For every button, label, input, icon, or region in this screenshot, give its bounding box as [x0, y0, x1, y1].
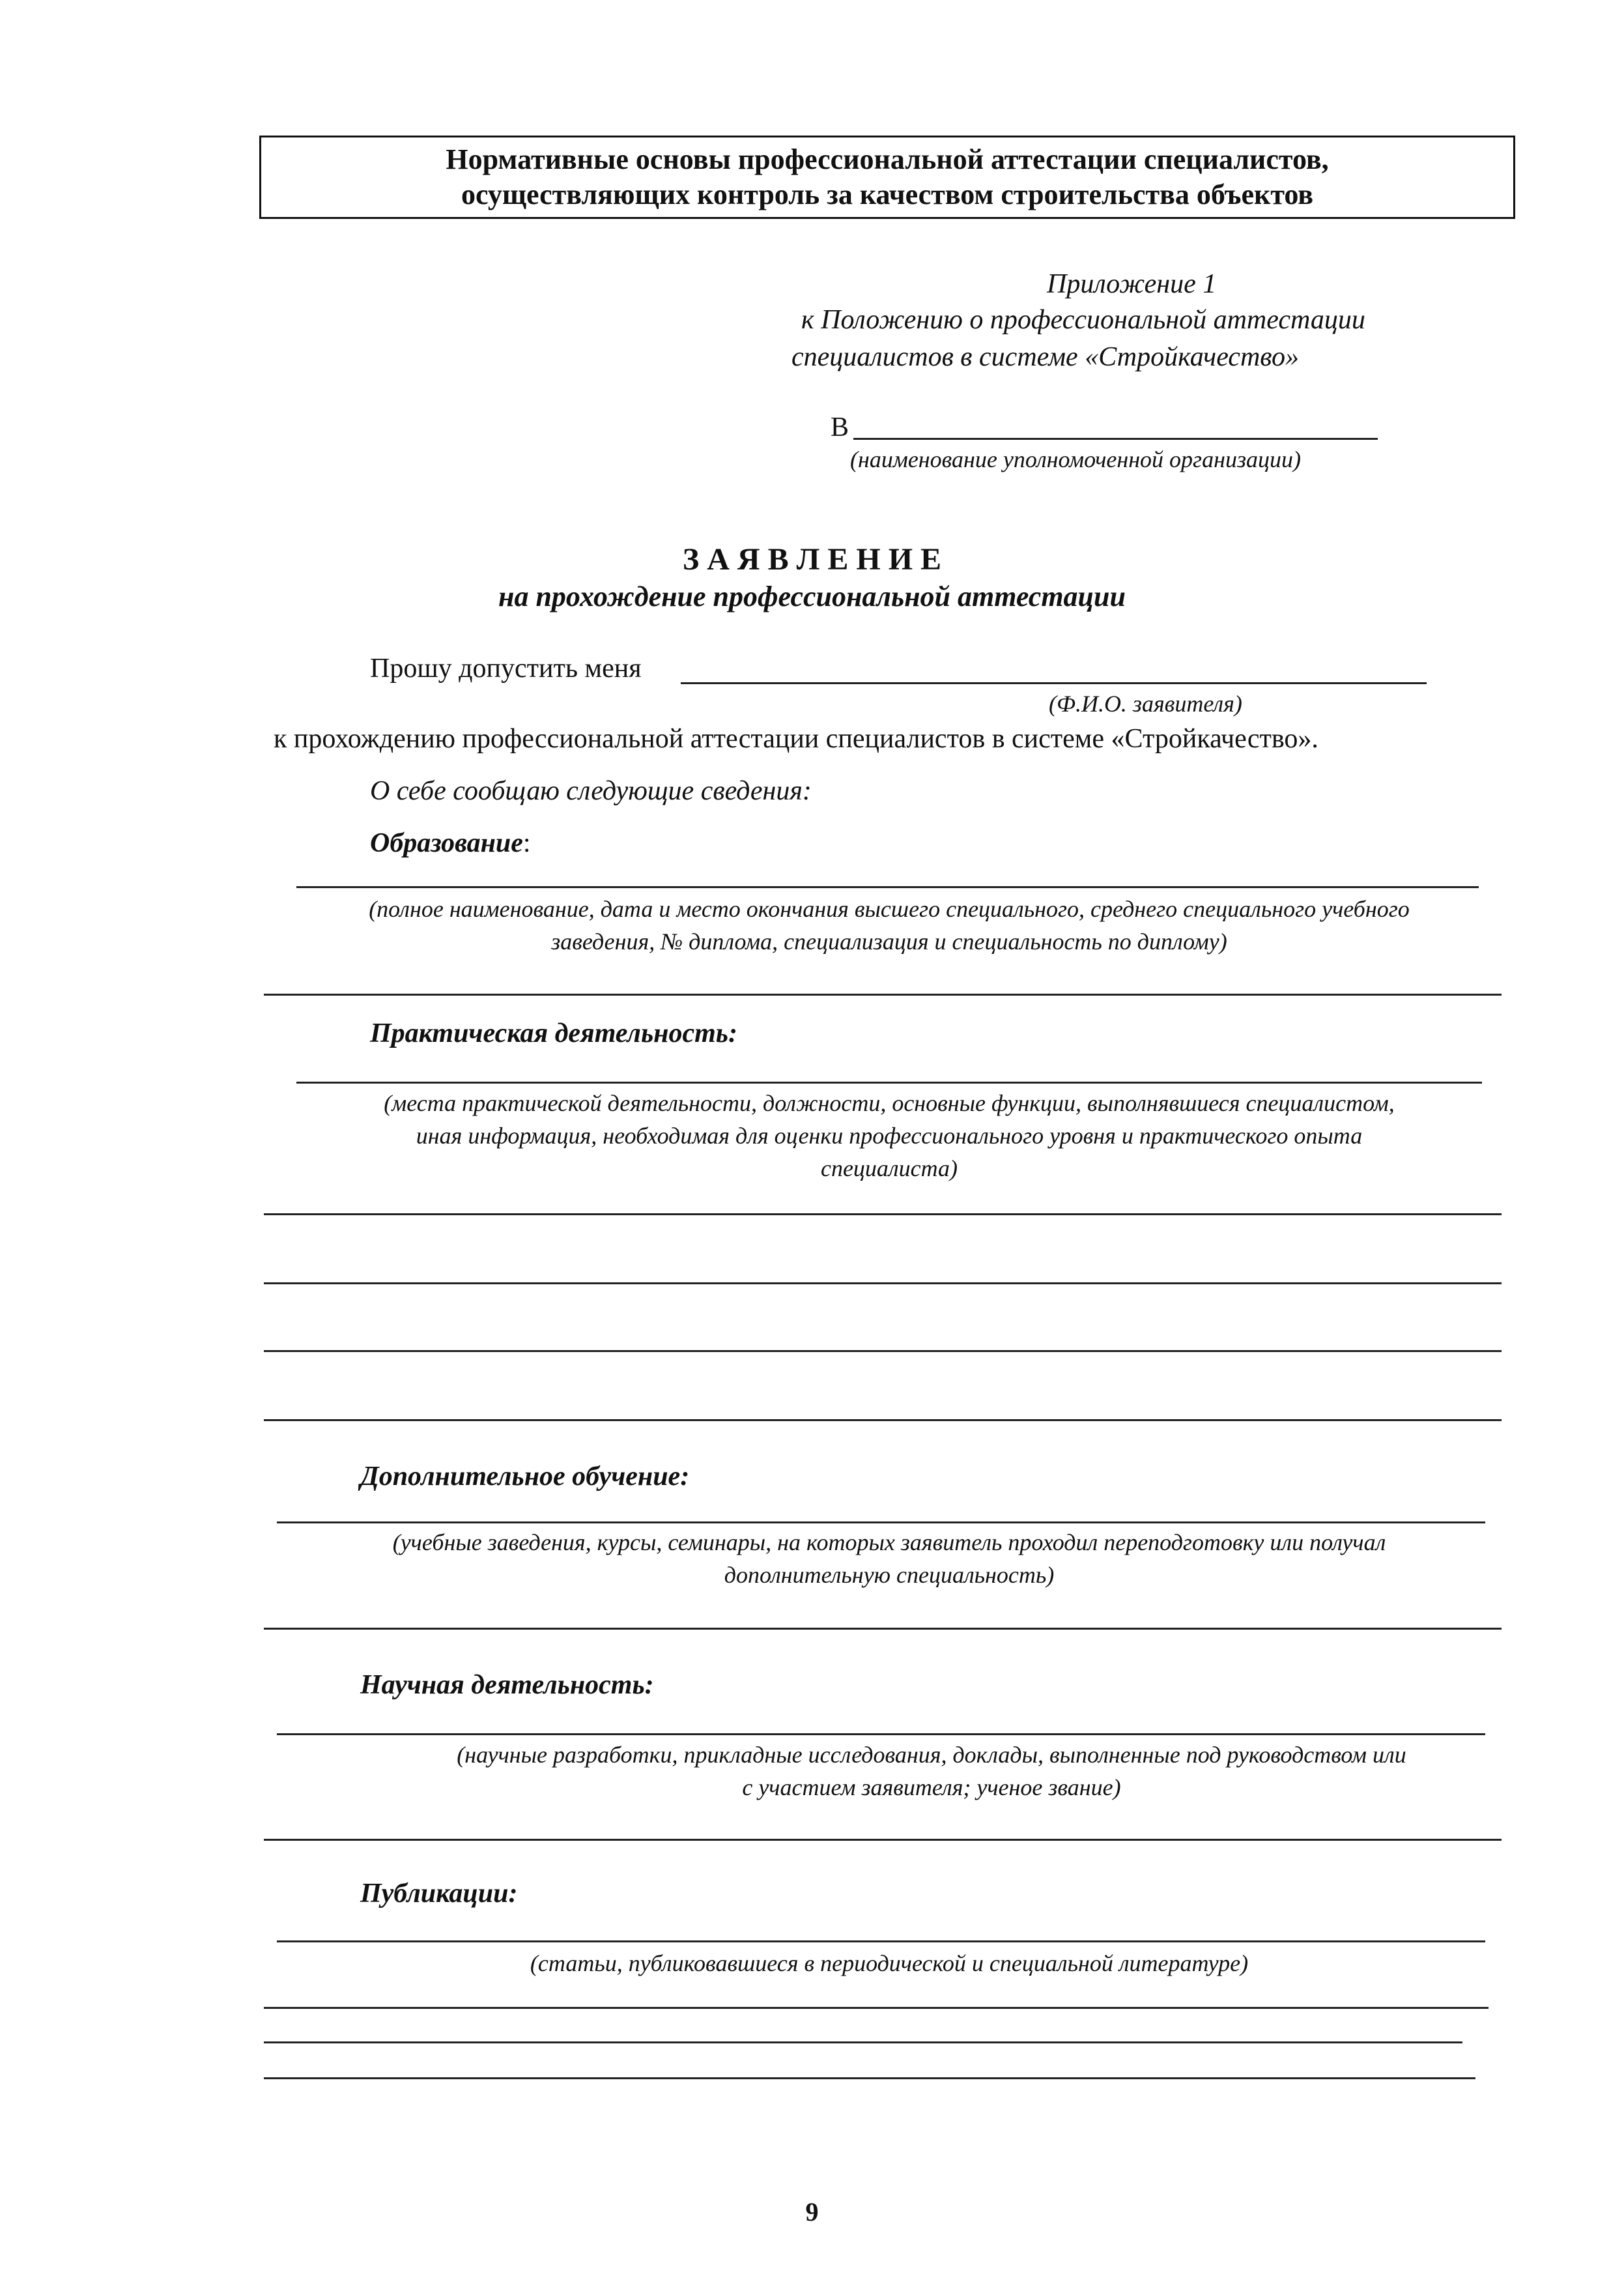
page-number: 9: [805, 2197, 819, 2226]
education-heading: Образование:: [370, 828, 531, 858]
additional-caption-1: (учебные заведения, курсы, семинары, на которых заявитель проходил переподготовку или получал: [392, 1529, 1386, 1555]
practice-line-4[interactable]: [264, 1419, 1502, 1421]
practice-heading: Практическая деятельность:: [370, 1018, 737, 1048]
request-lead: Прошу допустить меня: [370, 654, 642, 684]
practice-field-line[interactable]: [296, 1082, 1482, 1084]
document-header: [259, 136, 1515, 219]
additional-field-line[interactable]: [277, 1521, 1485, 1523]
education-caption-2: заведения, № диплома, специализация и специальность по диплому): [551, 929, 1227, 955]
additional-heading: Дополнительное обучение:: [360, 1462, 690, 1491]
education-extra-line[interactable]: [264, 994, 1502, 996]
additional-caption-2: дополнительную специальность): [724, 1562, 1055, 1588]
appendix-reference: к Положению о профессиональной аттестации: [801, 305, 1365, 335]
science-caption-2: с участием заявителя; ученое звание): [742, 1774, 1121, 1800]
science-heading: Научная деятельность:: [360, 1670, 654, 1700]
publications-caption: (статьи, публиковавшиеся в периодической и специальной литературе): [530, 1950, 1249, 1976]
appendix-number: Приложение 1: [1047, 269, 1217, 299]
practice-line-2[interactable]: [264, 1282, 1502, 1284]
fio-caption: (Ф.И.О. заявителя): [1049, 691, 1242, 717]
fio-field-line[interactable]: [681, 682, 1427, 684]
publications-heading: Публикации:: [360, 1879, 518, 1909]
document-title: З А Я В Л Е Н И Е: [682, 542, 942, 577]
publications-line-3[interactable]: [264, 2077, 1475, 2079]
publications-line-1[interactable]: [264, 2007, 1489, 2009]
document-subtitle: на прохождение профессиональной аттестации: [498, 581, 1126, 612]
practice-line-3[interactable]: [264, 1350, 1502, 1352]
addressee-field-line[interactable]: [853, 438, 1378, 440]
education-caption-1: (полное наименование, дата и место окончания высшего специального, среднего специального учебного: [369, 896, 1410, 922]
science-field-line[interactable]: [277, 1733, 1485, 1735]
science-extra-line[interactable]: [264, 1839, 1502, 1841]
publications-field-line[interactable]: [277, 1940, 1485, 1942]
appendix-system: специалистов в системе «Стройкачество»: [791, 342, 1299, 372]
request-continuation: к прохождению профессиональной аттестации специалистов в системе «Стройкачество».: [274, 724, 1318, 754]
education-field-line[interactable]: [296, 886, 1479, 888]
practice-caption-3: специалиста): [820, 1155, 958, 1181]
additional-extra-line[interactable]: [264, 1628, 1502, 1630]
practice-line-1[interactable]: [264, 1213, 1502, 1215]
request-intro: О себе сообщаю следующие сведения:: [370, 776, 812, 806]
practice-caption-1: (места практической деятельности, должности, основные функции, выполнявшиеся специалистом,: [384, 1090, 1395, 1116]
publications-line-2[interactable]: [264, 2041, 1462, 2043]
science-caption-1: (научные разработки, прикладные исследования, доклады, выполненные под руководством или: [457, 1742, 1406, 1768]
addressee-caption: (наименование уполномоченной организации): [850, 446, 1301, 472]
header-line-1: Нормативные основы профессиональной аттестации специалистов,: [446, 143, 1329, 175]
practice-caption-2: иная информация, необходимая для оценки профессионального уровня и практического опыта: [416, 1123, 1363, 1149]
addressee-prefix: В: [831, 412, 849, 442]
header-line-2: осуществляющих контроль за качеством строительства объектов: [461, 179, 1314, 210]
